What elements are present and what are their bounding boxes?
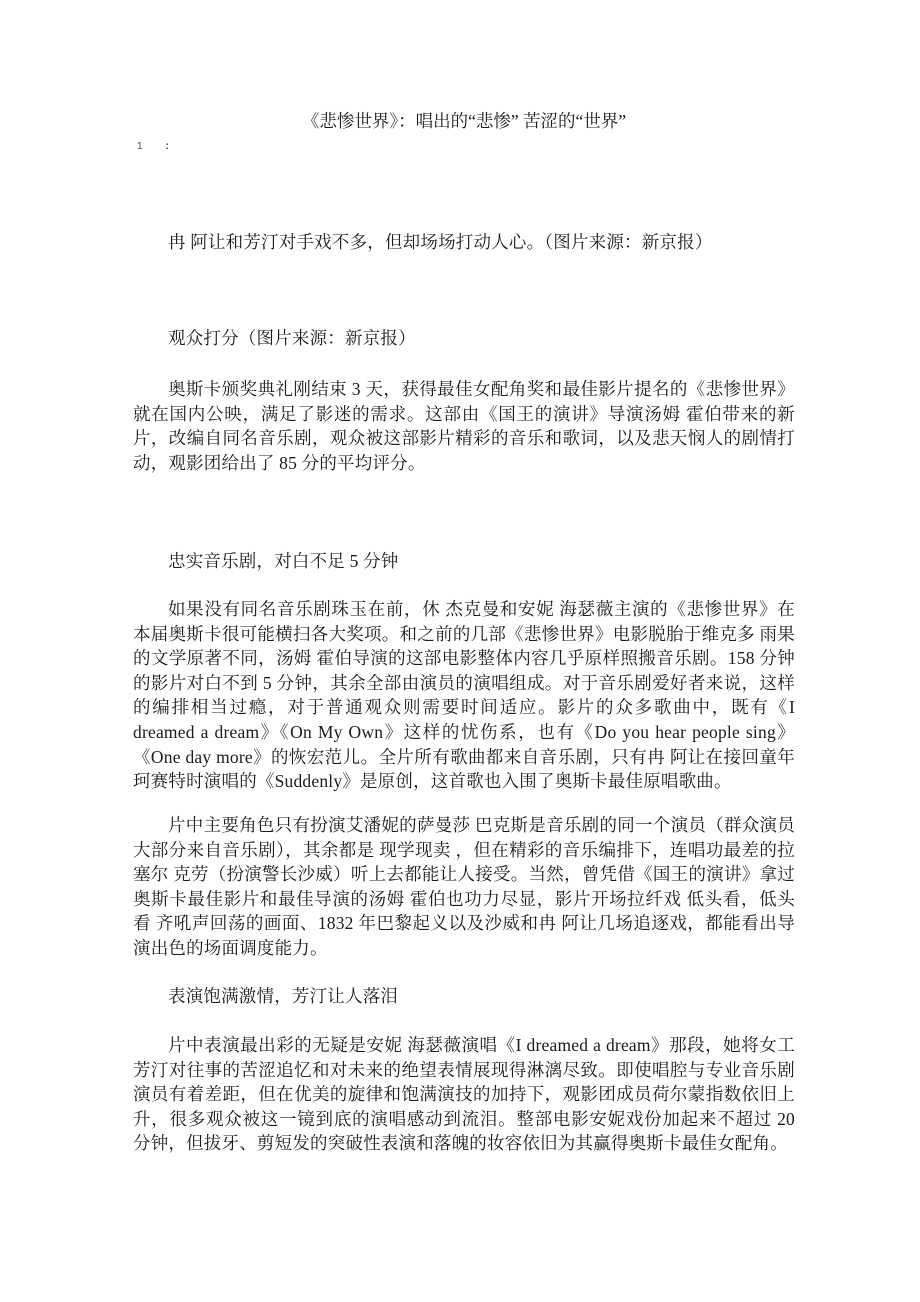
section-heading-performance: 表演饱满激情，芳汀让人落泪 <box>168 986 399 1006</box>
faithful-musical-paragraph-1: 如果没有同名音乐剧珠玉在前，休 杰克曼和安妮 海瑟薇主演的《悲惨世界》在本届奥斯卡很可能横扫各大奖项。和之前的几部《悲惨世界》电影脱胎于维克多 雨果的文学原著不同，汤姆 霍伯导演的这部电影整体内容几乎原样照搬音乐剧。158 分钟的影片对白不到 5 分钟，其余全部由演员的演唱组成。对于音乐剧爱好者来说，这样的编排相当过瘾，对于普通观众则需要时间适应。影片的众多歌曲中，既有《I dreamed a dream》《On My Own》这样的忧伤系，也有《Do you hear people sing》《One day more》的恢宏范儿。全片所有歌曲都来自音乐剧，只有冉 阿让在接回童年珂赛特时演唱的《Suddenly》是原创，这首歌也入围了奥斯卡最佳原唱歌曲。 <box>133 599 795 792</box>
intro-paragraph: 奥斯卡颁奖典礼刚结束 3 天，获得最佳女配角奖和最佳影片提名的《悲惨世界》就在国内公映，满足了影迷的需求。这部由《国王的演讲》导演汤姆 霍伯带来的新片，改编自同名音乐剧，观众被这部影片精彩的音乐和歌词，以及悲天悯人的剧情打动，观影团给出了 85 分的平均评分。 <box>133 379 795 473</box>
margin-marker-colon: : <box>165 141 169 152</box>
image-caption-audience-score: 观众打分（图片来源：新京报） <box>168 328 416 348</box>
margin-revision-marker <box>137 140 169 154</box>
article-title: 《悲惨世界》：唱出的“悲惨” 苦涩的“世界” <box>301 111 627 131</box>
image-caption-valjean-fantine: 冉 阿让和芳汀对手戏不多，但却场场打动人心。（图片来源：新京报） <box>168 232 713 252</box>
margin-marker-number: 1 <box>137 141 143 152</box>
faithful-musical-paragraph-2: 片中主要角色只有扮演艾潘妮的萨曼莎 巴克斯是音乐剧的同一个演员（群众演员大部分来自音乐剧），其余都是 现学现卖 ，但在精彩的音乐编排下，连唱功最差的拉塞尔 克劳（扮演警长沙威）听上去都能让人接受。当然，曾凭借《国王的演讲》拿过奥斯卡最佳影片和最佳导演的汤姆 霍伯也功力尽显，影片开场拉纤戏 低头看，低头看 齐吼声回荡的画面、1832 年巴黎起义以及沙威和冉 阿让几场追逐戏，都能看出导演出色的场面调度能力。 <box>133 815 795 958</box>
section-heading-faithful-musical: 忠实音乐剧，对白不足 5 分钟 <box>168 551 399 571</box>
performance-paragraph-1: 片中表演最出彩的无疑是安妮 海瑟薇演唱《I dreamed a dream》那段，她将女工芳汀对往事的苦涩追忆和对未来的绝望表情展现得淋漓尽致。即使唱腔与专业音乐剧演员有着差距，但在优美的旋律和饱满演技的加持下，观影团成员荷尔蒙指数依旧上升，很多观众被这一镜到底的演唱感动到流泪。整部电影安妮戏份加起来不超过 20 分钟，但拔牙、剪短发的突破性表演和落魄的妆容依旧为其赢得奥斯卡最佳女配角。 <box>133 1035 795 1154</box>
